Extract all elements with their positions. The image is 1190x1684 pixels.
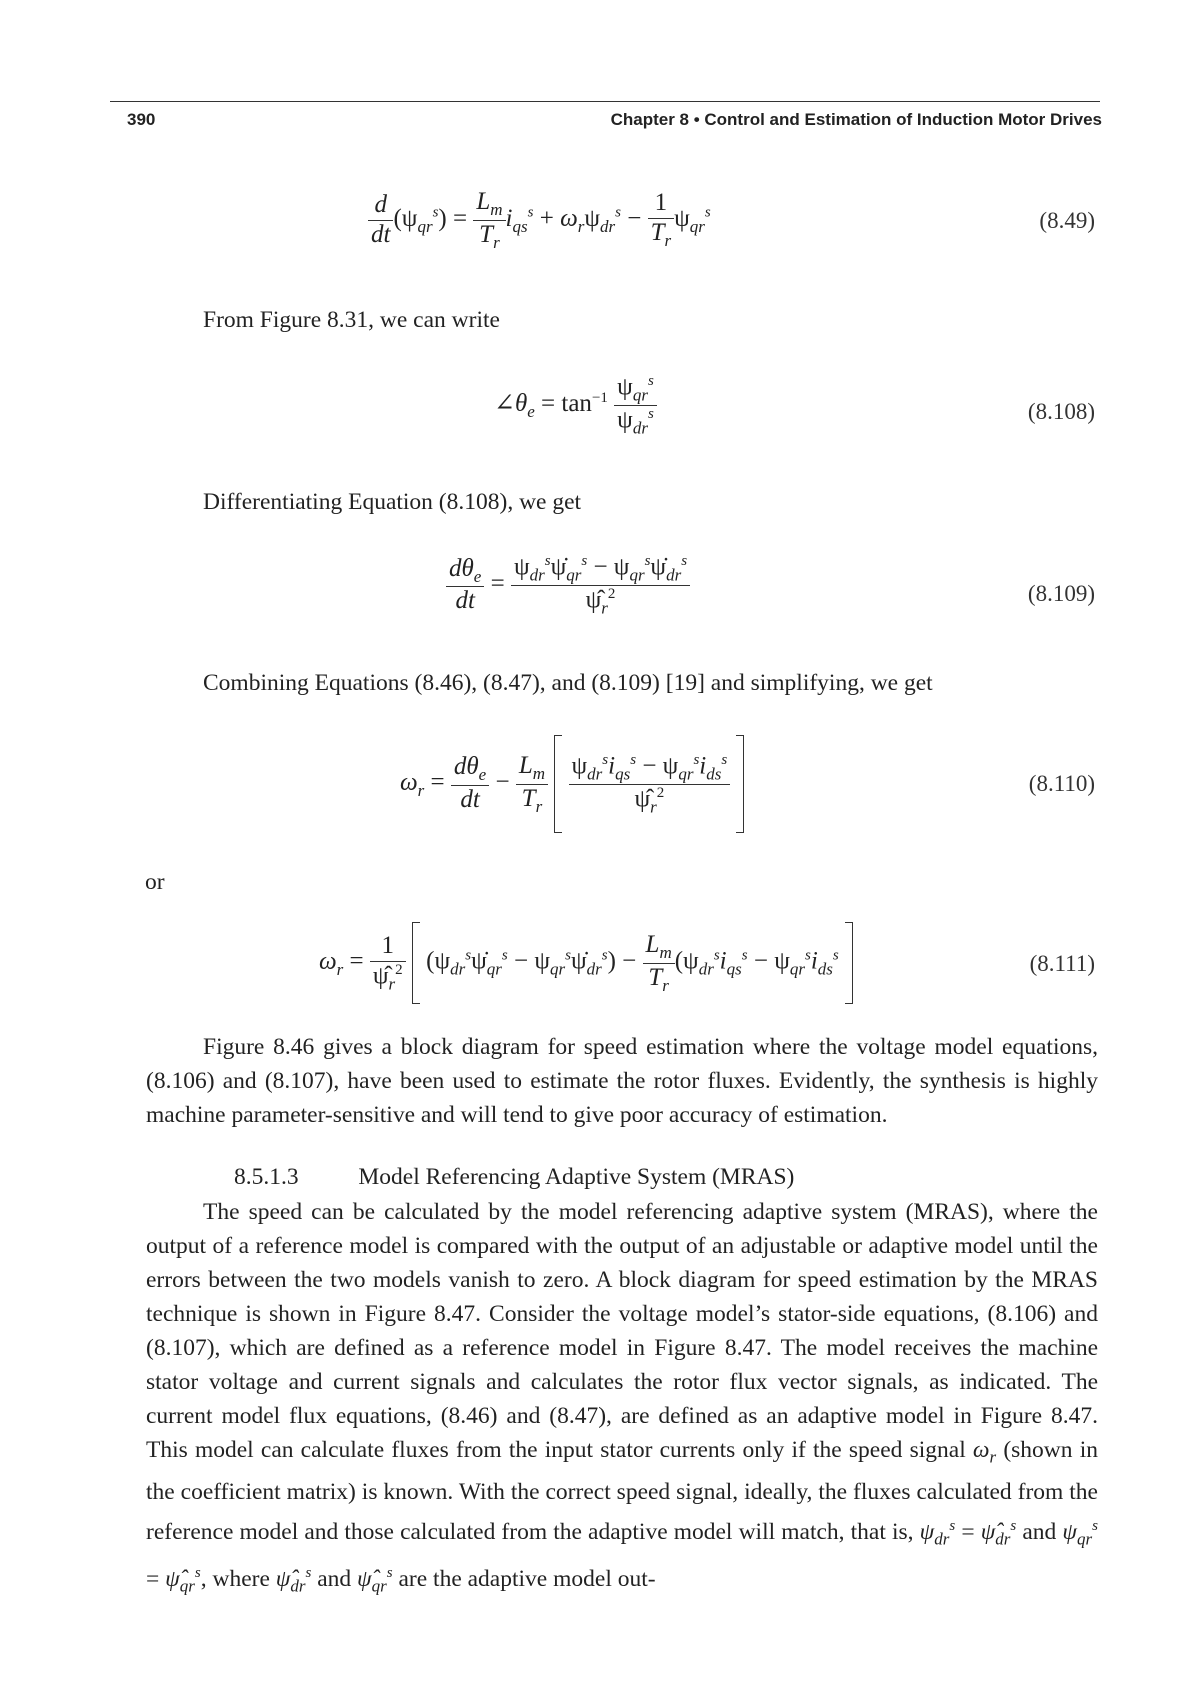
paragraph-mras-text-1: The speed can be calculated by the model referencing adaptive system (MRAS), where the output of a reference model is compared with the output of an adjustable or adaptive model until the errors between the two models vanish to zero. A block diagram for speed estimation by the MRAS technique is shown in Figure 8.47. Consider the voltage model’s stator-side equations, (8.106) and (8.107), which are defined as a reference model in Figure 8.47. The model receives the machine stator voltage and current signals and calculates the rotor flux vector signals, as indicated. The current model flux equations, (8.46) and (8.47), are defined as an adaptive model in Figure 8.47. This model can calculate fluxes from the input stator currents only if the speed signal	[146, 1199, 1098, 1463]
paragraph-fig-8-46	[146, 1030, 1098, 1132]
equation-8-110: $\omega_r$ = $\frac{d\theta_e}{dt}$ − $\frac{L_m}{T_r}$ $\frac{\psi_{dr}^si_{qs}^s - \psi_{qr}^si_{ds}^s}{\psî_r^2}$	[400, 735, 744, 833]
equation-8-109: $\frac{d\theta_e}{dt}$ = $\frac{\psi_{dr}^s\psi̇_{qr}^s - \psi_{qr}^s\psi̇_{dr}^s}{\psî_r^2}$	[446, 553, 690, 618]
section-title: Model Referencing Adaptive System (MRAS)	[358, 1164, 795, 1190]
running-title: Chapter 8 • Control and Estimation of Induction Motor Drives	[610, 110, 1102, 129]
equation-number-8-108: (8.108)	[1027, 399, 1095, 424]
section-heading	[234, 1160, 794, 1194]
text-combining: Combining Equations (8.46), (8.47), and (8.109) [19] and simplifying, we get	[203, 670, 933, 696]
paragraph-mras-text-3: are the adaptive model out-	[398, 1566, 656, 1593]
paragraph-fig-8-46-text: Figure 8.46 gives a block diagram for speed estimation where the voltage model equations, (8.106) and (8.107), have been used to estimate the rotor fluxes. Evidently, the synthesis is highly machine parameter-sensitive and will tend to give poor accuracy of estimation.	[146, 1034, 1098, 1128]
equation-8-108: $\angle\theta_e = \tan^{-1}$ $\frac{\psi_{qr}^s}{\psi_{dr}^s}$	[494, 373, 657, 438]
equation-number-8-111: (8.111)	[1029, 951, 1095, 976]
equation-number-8-110: (8.110)	[1028, 771, 1095, 796]
section-number: 8.5.1.3	[234, 1164, 299, 1190]
paragraph-mras-text-2: (shown in the coefficient matrix) is known. With the correct speed signal, ideally, the fluxes calculated from the reference model and those calculated from the adaptive model will match, that is,	[146, 1437, 1098, 1545]
equation-8-49: $\frac{d}{dt}$ $(\psi_{qr}^s)$ = $\frac{L_m}{T_r}$ $i_{qs}^s + \omega_r\psi_{dr}^s$ − $\frac{1}{T_r}$ $\psi_{qr}^s$	[368, 188, 711, 252]
equation-number-8-109: (8.109)	[1027, 581, 1095, 606]
text-or: or	[145, 869, 165, 895]
page-number: 390	[127, 110, 156, 129]
header-rule	[110, 101, 1100, 102]
text-differentiating: Differentiating Equation (8.108), we get	[203, 489, 582, 515]
paragraph-mras: The speed can be calculated by the model referencing adaptive system (MRAS), where the output of a reference model is compared with the output of an adjustable or adaptive model until the errors between the two models vanish to zero. A block diagram for speed estimation by the MRAS technique is shown in Figure 8.47. Consider the voltage model’s stator-side equations, (8.106) and (8.107), which are defined as a reference model in Figure 8.47. The model receives the machine stator voltage and current signals and calculates the rotor flux vector signals, as indicated. The current model flux equations, (8.46) and (8.47), are defined as an adaptive model in Figure 8.47. This model can calculate fluxes from the input stator currents only if the speed signal $\omega_r$ (shown in the coefficient matrix) is known. With the correct speed signal, ideally, the fluxes calculated from the reference model and those calculated from the adaptive model will match, that is, $\psi_{dr}^s$ = $\psî_{dr}^s$ and $\psi_{qr}^s$ = $\psî_{qr}^s$, where $\psî_{dr}^s$ and $\psî_{qr}^s$ are the adaptive model out-	[146, 1199, 1098, 1596]
equation-number-8-49: (8.49)	[1039, 208, 1095, 233]
omega-r-symbol: $\omega_r$	[972, 1437, 997, 1467]
equation-8-111: $\omega_r$ = $\frac{1}{\psî_r^2}$ ($\psi_{dr}^s\psi̇_{qr}^s$ − $\psi_{qr}^s\psi̇_{dr}^s$) − $\frac{L_m}{T_r}$ ($\psi_{dr}^si_{qs}^s - \psi_{qr}^si_{ds}^s$	[319, 922, 853, 1004]
text-from-figure: From Figure 8.31, we can write	[203, 307, 500, 333]
